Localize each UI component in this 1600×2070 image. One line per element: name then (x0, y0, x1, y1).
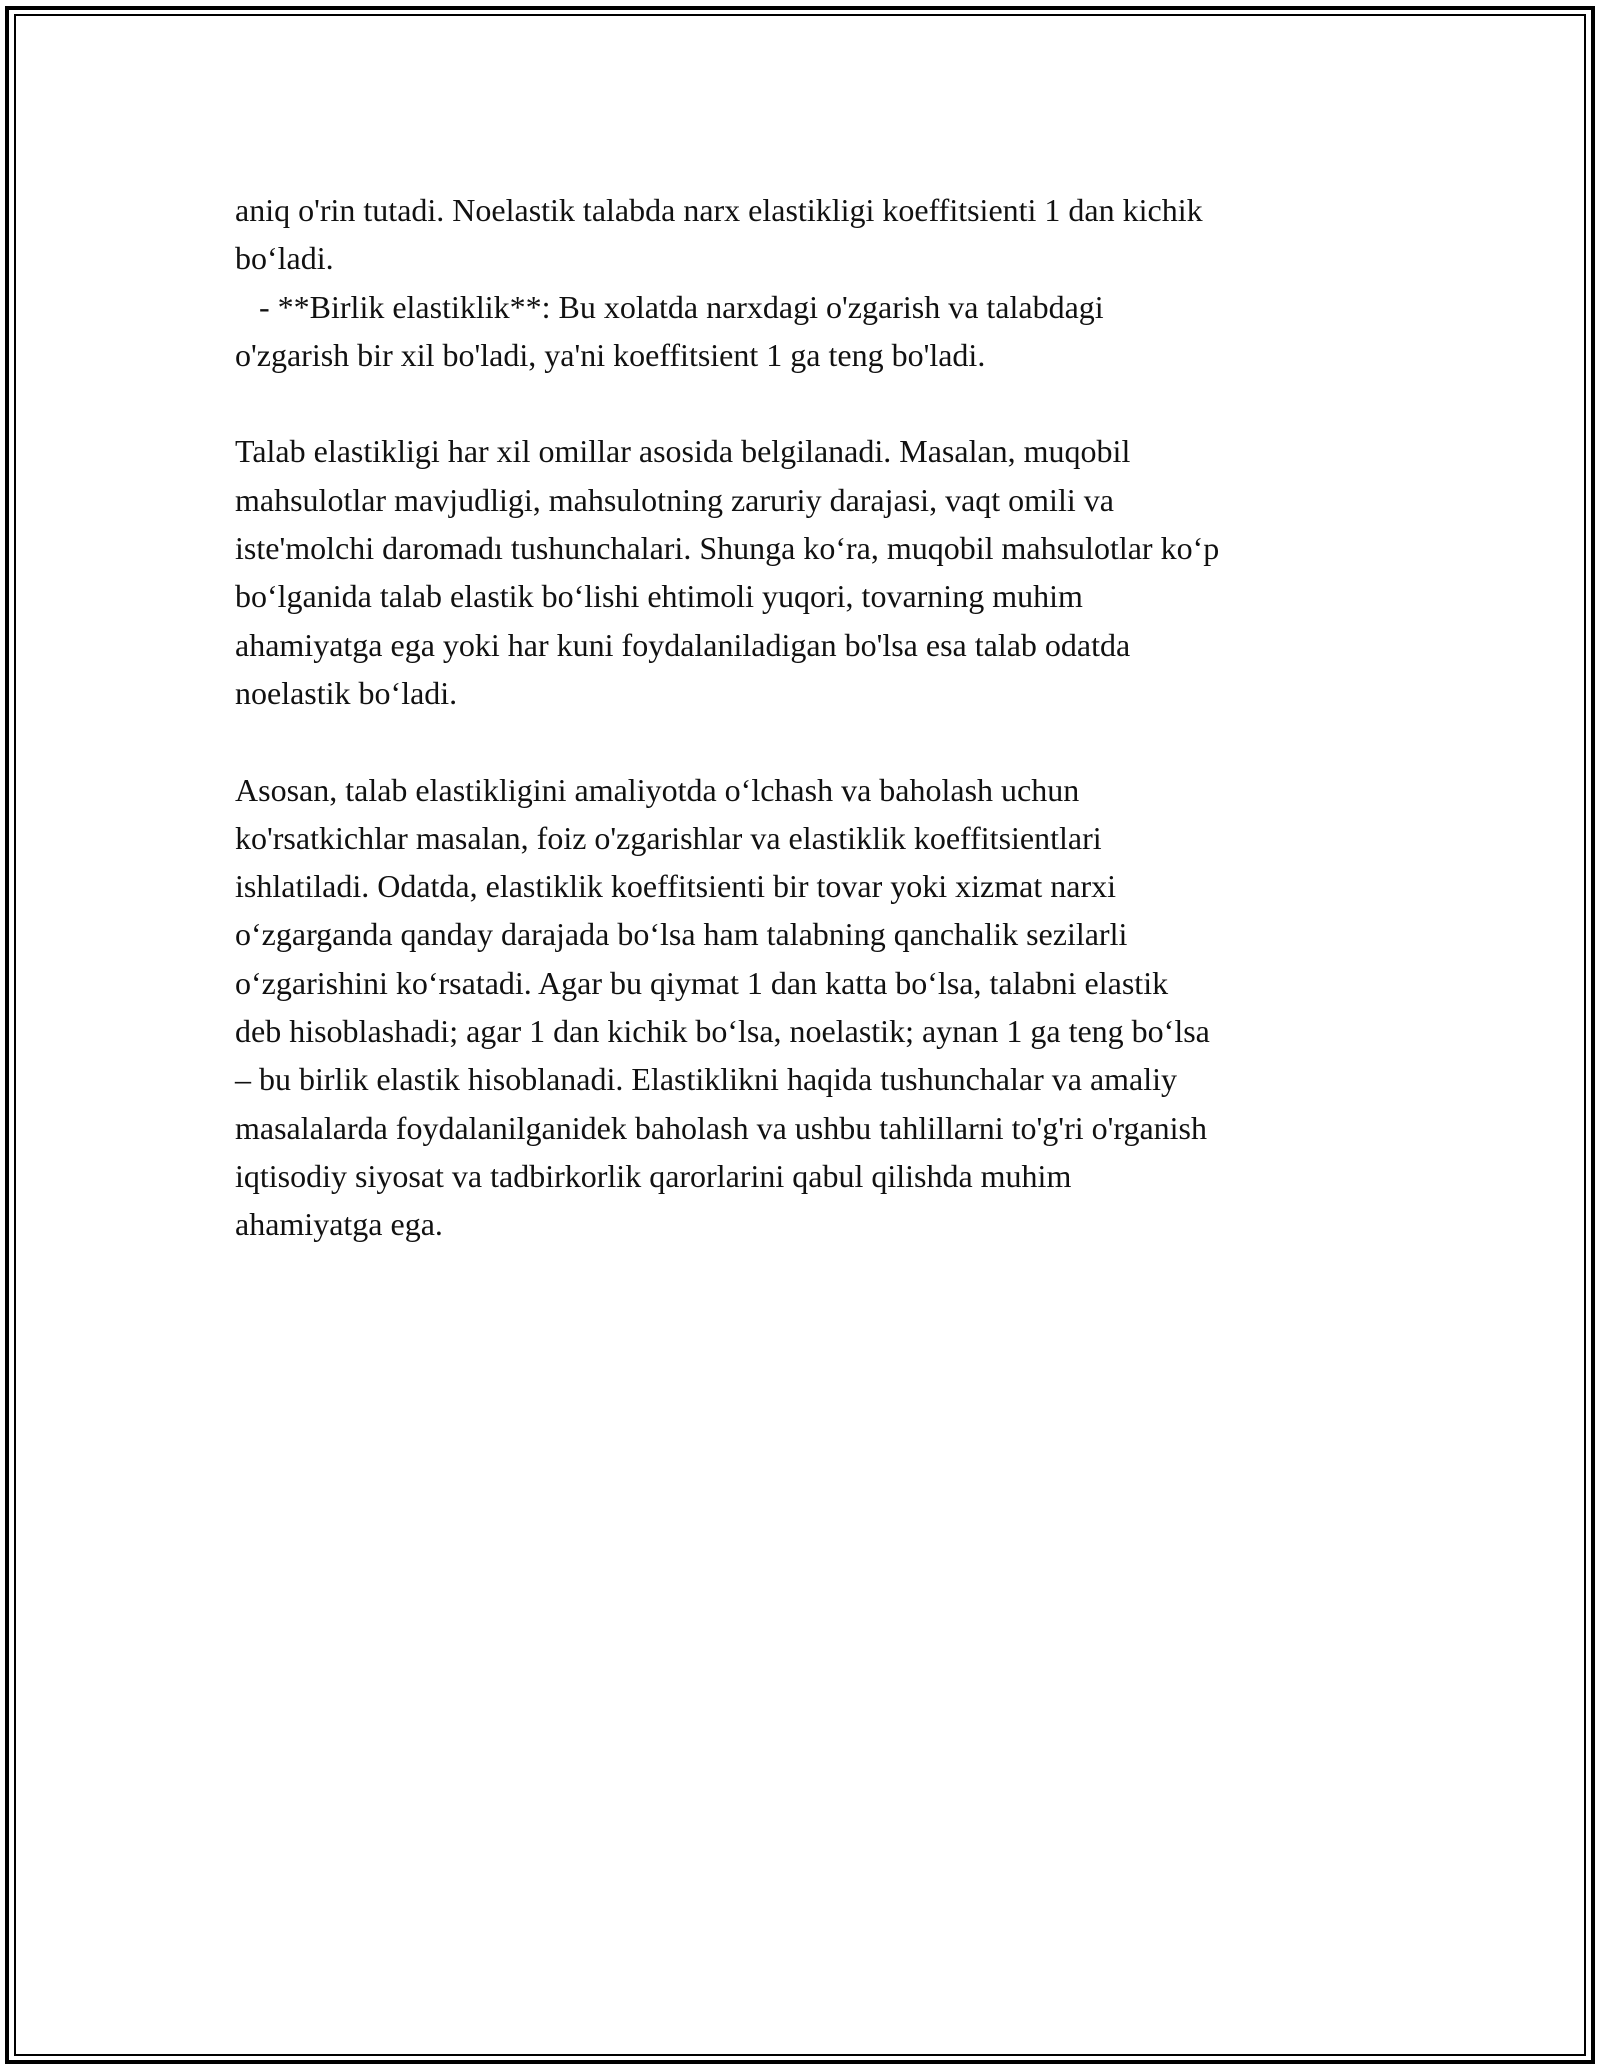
text-line: ahamiyatga ega. (235, 1206, 443, 1243)
document-body (235, 186, 1385, 1249)
text-line: noelastik bo‘ladi. (235, 674, 458, 711)
text-line: o'zgarish bir xil bo'ladi, ya'ni koeffitsient 1 ga teng bo'ladi. (235, 336, 986, 373)
text-line: - **Birlik elastiklik**: Bu xolatda narxdagi o'zgarish va talabdagi (235, 288, 1104, 325)
paragraph-2 (235, 427, 1385, 717)
text-line: ko'rsatkichlar masalan, foiz o'zgarishlar va elastiklik koeffitsientlari (235, 819, 1102, 856)
text-line: masalalarda foydalanilganidek baholash va ushbu tahlillarni to'g'ri o'rganish (235, 1109, 1207, 1146)
paragraph-3 (235, 766, 1385, 1249)
text-line: ahamiyatga ega yoki har kuni foydalaniladigan bo'lsa esa talab odatda (235, 626, 1131, 663)
text-line: iste'molchi daromadı tushunchalari. Shunga ko‘ra, muqobil mahsulotlar ko‘p (235, 530, 1220, 567)
text-line: – bu birlik elastik hisoblanadi. Elastiklikni haqida tushunchalar va amaliy (235, 1061, 1178, 1098)
paragraph-1 (235, 186, 1385, 379)
paragraph-gap (235, 717, 1385, 765)
text-line: o‘zgarganda qanday darajada bo‘lsa ham talabning qanchalik sezilarli (235, 916, 1128, 953)
text-line: o‘zgarishini ko‘rsatadi. Agar bu qiymat 1 dan katta bo‘lsa, talabni elastik (235, 964, 1169, 1001)
text-line: mahsulotlar mavjudligi, mahsulotning zaruriy darajasi, vaqt omili va (235, 481, 1114, 518)
text-line: bo‘ladi. (235, 240, 334, 277)
text-line: iqtisodiy siyosat va tadbirkorlik qarorlarini qabul qilishda muhim (235, 1157, 1072, 1194)
text-line: deb hisoblashadi; agar 1 dan kichik bo‘lsa, noelastik; aynan 1 ga teng bo‘lsa (235, 1013, 1210, 1050)
paragraph-gap (235, 379, 1385, 427)
text-line: ishlatiladi. Odatda, elastiklik koeffitsienti bir tovar yoki xizmat narxi (235, 868, 1116, 905)
text-line: bo‘lganida talab elastik bo‘lishi ehtimoli yuqori, tovarning muhim (235, 578, 1083, 615)
text-line: Talab elastikligi har xil omillar asosida belgilanadi. Masalan, muqobil (235, 433, 1131, 470)
text-line: aniq o'rin tutadi. Noelastik talabda narx elastikligi koeffitsienti 1 dan kichik (235, 192, 1203, 228)
text-line: Asosan, talab elastikligini amaliyotda o‘lchash va baholash uchun (235, 771, 1080, 808)
